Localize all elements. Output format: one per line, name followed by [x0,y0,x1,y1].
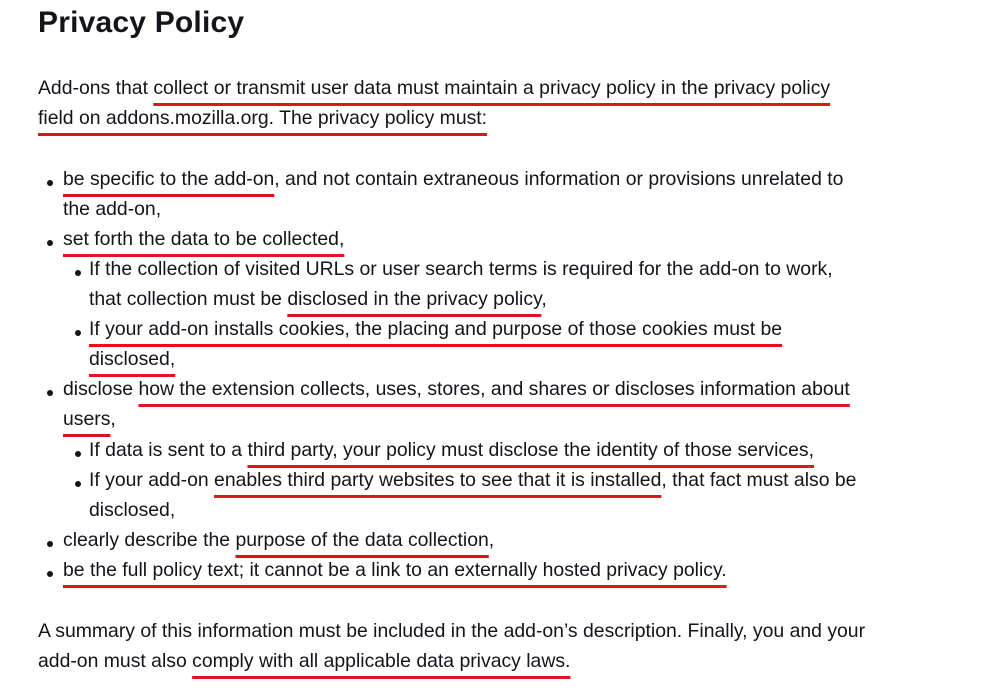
bullet-icon [47,541,53,547]
item-text: If data is sent to a [89,439,248,461]
item-text: the add-on, [63,198,162,220]
intro-highlight: collect or transmit user data must maintain a privacy policy in the privacy policy [153,77,831,99]
item-highlight: If your add-on installs cookies, the placing and purpose of those cookies must be [89,318,783,340]
item-text: , [488,529,495,551]
item-text: disclosed, [89,499,176,521]
item-highlight: users [63,408,111,430]
item-highlight: be the full policy text; it cannot be a link to an externally hosted privacy policy [63,559,722,581]
bullet-icon [75,270,81,276]
item-text: If your add-on [89,469,215,491]
item-highlight-punct: , [338,228,345,250]
bullet-icon [75,451,81,457]
summary-line-1 [38,616,865,646]
intro-highlight-2: field on addons.mozilla.org. The privacy policy must: [38,107,488,129]
item-highlight: disclosed [89,348,170,370]
list-item [63,224,344,254]
item-highlight: disclosed in the privacy policy [287,288,542,310]
summary-highlight-punct: . [565,650,571,672]
summary-highlight: comply with all applicable data privacy laws [192,650,566,672]
bullet-icon [47,240,53,246]
list-item-continued [63,194,161,224]
item-text: , and not contain extraneous information or provisions unrelated to [274,168,844,190]
intro-line-2 [38,103,487,133]
summary-text: add-on must also [38,650,193,672]
sub-list-item-continued [89,495,175,525]
item-highlight: enables third party websites to see that it is installed [214,469,662,491]
bullet-icon [47,390,53,396]
item-text: If the collection of visited URLs or user search terms is required for the add-on to work, [89,258,833,280]
summary-line-2 [38,646,570,676]
item-text: disclose [63,378,139,400]
list-item [63,374,850,404]
item-text: that collection must be [89,288,288,310]
intro-text: Add-ons that [38,77,154,99]
bullet-icon [75,330,81,336]
sub-list-item [89,314,782,344]
sub-list-item-continued [89,284,547,314]
item-text: , [110,408,116,430]
sub-list-item [89,435,814,465]
intro-line-1 [38,73,830,103]
list-item-continued [63,404,116,434]
item-highlight: how the extension collects, uses, stores, and shares or discloses information about [138,378,850,400]
sub-list-item [89,465,856,495]
sub-list-item [89,254,833,284]
bullet-icon [47,180,53,186]
item-text: , that fact must also be [661,469,857,491]
item-highlight-punct: , [169,348,176,370]
list-item [63,555,727,585]
sub-list-item-continued [89,344,175,374]
item-highlight-punct: . [721,559,727,581]
item-highlight: set forth the data to be collected [63,228,339,250]
bullet-icon [75,481,81,487]
list-item [63,525,494,555]
item-highlight-punct: , [808,439,814,461]
item-highlight: third party, your policy must disclose the identity of those services [247,439,809,461]
summary-text: A summary of this information must be included in the add-on’s description. Finally, you and your [38,620,866,642]
bullet-icon [47,571,53,577]
item-highlight: be specific to the add-on [63,168,275,190]
page-title: Privacy Policy [38,6,245,39]
item-text: clearly describe the [63,529,236,551]
item-highlight: purpose of the data collection [235,529,489,551]
item-text: , [541,288,547,310]
list-item [63,164,843,194]
